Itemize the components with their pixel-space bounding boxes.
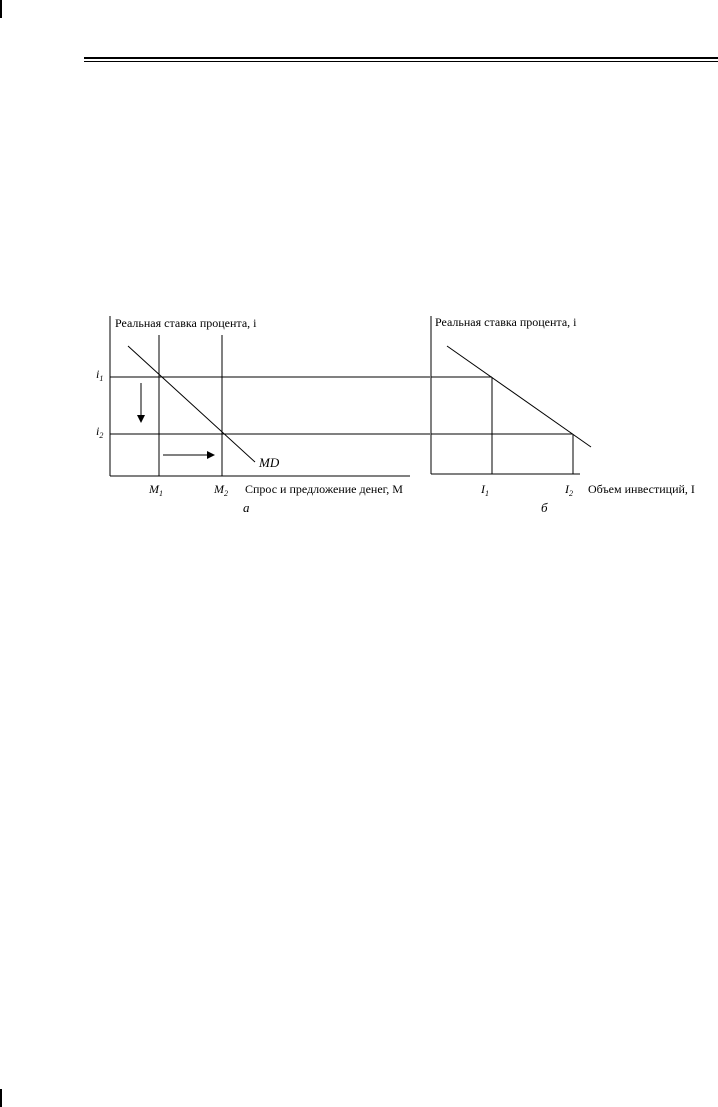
panel-a-x-axis-label: Спрос и предложение денег, М — [245, 482, 403, 496]
panel-a-i1-tick: i1 — [96, 367, 104, 383]
panel-b-y-axis-label: Реальная ставка процента, i — [435, 315, 577, 329]
panel-a-m2-tick: М2 — [214, 482, 228, 498]
panel-a — [110, 316, 430, 476]
panel-b — [431, 316, 591, 474]
panel-b-x-axis-label: Объем инвестиций, I — [588, 482, 695, 496]
panel-a-caption: а — [243, 500, 250, 515]
panel-b-i1-tick: I1 — [481, 482, 489, 498]
panel-a-y-axis-label: Реальная ставка процента, i — [115, 316, 257, 330]
md-curve — [128, 346, 255, 462]
panel-a-m1-tick: М1 — [149, 482, 163, 498]
investment-demand-curve — [447, 346, 591, 447]
panel-b-i2-tick: I2 — [565, 482, 573, 498]
panel-b-caption: б — [541, 500, 548, 515]
md-curve-label: MD — [259, 455, 280, 470]
panel-a-i2-tick: i2 — [96, 424, 104, 440]
